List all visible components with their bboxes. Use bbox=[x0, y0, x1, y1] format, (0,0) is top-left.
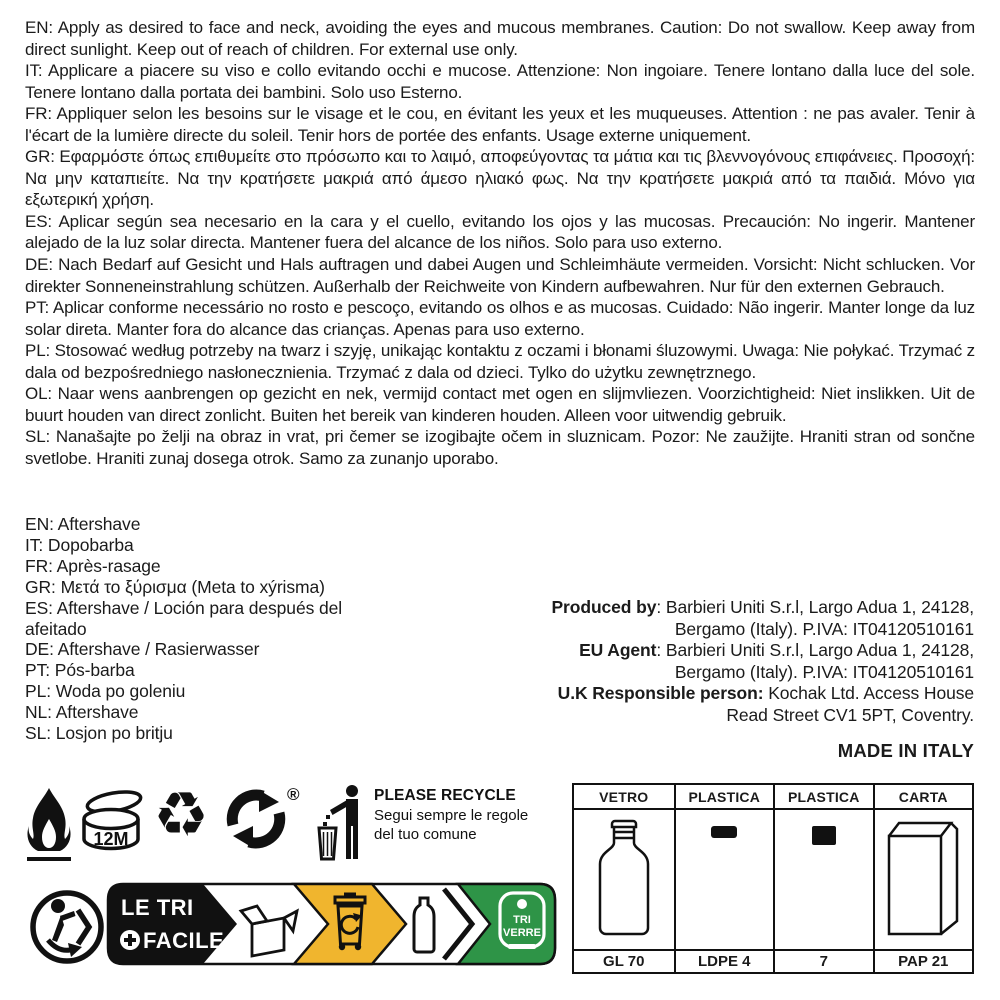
producer-value: Bergamo (Italy). P.IVA: IT04120510161 bbox=[674, 618, 974, 639]
producer-label: Produced by bbox=[551, 597, 657, 617]
name-gr: GR: Μετά το ξύρισμα (Meta to xýrisma) bbox=[25, 576, 325, 597]
please-recycle-title: PLEASE RECYCLE bbox=[374, 787, 516, 804]
name-pl: PL: Woda po goleniu bbox=[25, 681, 186, 702]
name-pt: PT: Pós-barba bbox=[25, 660, 135, 681]
table-code-7: 7 bbox=[773, 951, 873, 972]
please-recycle-line1: Segui sempre le regole bbox=[374, 807, 529, 824]
plastic-cap-icon bbox=[709, 824, 739, 840]
carton-box-icon bbox=[883, 818, 963, 940]
table-header-carta: CARTA bbox=[873, 785, 973, 810]
tidy-man-icon bbox=[317, 784, 369, 862]
directions-pt: PT: Aplicar conforme necessário no rosto e pescoço, evitando os olhos e as mucosas. Cuidado: Não ingerir. Manter longe da luz solar direta. Manter fora do alcance das crianças. Apenas para uso externo. bbox=[25, 298, 975, 339]
producer-line bbox=[494, 619, 974, 641]
name-es: ES: Aftershave / Loción para después del afeitado bbox=[25, 597, 343, 639]
table-cell-carton-box bbox=[873, 810, 973, 951]
producer-info bbox=[494, 597, 974, 727]
table-header-plastica-2: PLASTICA bbox=[773, 785, 873, 810]
name-en: EN: Aftershave bbox=[25, 514, 141, 534]
uk-person-label: U.K Responsible person: bbox=[557, 683, 764, 704]
table-cell-plastic-cap bbox=[674, 810, 774, 951]
triman-icon bbox=[28, 884, 106, 968]
le-tri-text: LE TRI bbox=[121, 895, 194, 920]
directions-de: DE: Nach Bedarf auf Gesicht und Hals auftragen und dabei Augen und Schleimhäute vermeiden. Vorsicht: Nicht schlucken. Vor direkter Sonneneinstrahlung schützen. Außerhalb der Reichweite von Kindern aufbewahren. Nur für den externen Gebrauch. bbox=[25, 255, 975, 296]
material-sorting-table bbox=[572, 783, 974, 974]
table-code-ldpe4: LDPE 4 bbox=[674, 951, 774, 972]
table-code-gl70: GL 70 bbox=[603, 953, 645, 970]
green-dot-icon bbox=[226, 789, 286, 849]
directions-it: IT: Applicare a piacere su viso e collo evitando occhi e mucose. Attenzione: Non ingoiare. Tenere lontano dalla luce del sole. Tenere lontano dalla portata dei bambini. Solo uso Esterno. bbox=[25, 61, 975, 102]
producer-line bbox=[494, 640, 974, 662]
verre-text: VERRE bbox=[503, 927, 541, 939]
producer-line bbox=[494, 683, 974, 705]
directions-gr: GR: Εφαρμόστε όπως επιθυμείτε στο πρόσωπο και το λαιμό, αποφεύγοντας τα μάτια και τις βλεννογόνους επιφάνειες. Προσοχή: Να μην καταπιείτε. Να την κρατήσετε μακριά από άμεσο ηλιακό φως. Να την κρατήσετε μακριά από τα παιδιά. Μόνο για εξωτερική χρήση. bbox=[25, 147, 975, 210]
directions-sl: SL: Nanašajte po želji na obraz in vrat, pri čemer se izogibajte očem in sluznicam. Pozor: Ne zaužijte. Hraniti stran od sončne svetlobe. Hraniti zunaj dosega otrok. Samo za zunanjo uporabo. bbox=[25, 427, 975, 468]
le-tri-facile-banner bbox=[106, 882, 558, 966]
registered-trademark-icon: ® bbox=[287, 785, 300, 804]
please-recycle-line2: del tuo comune bbox=[374, 826, 477, 843]
table-code-pap21: PAP 21 bbox=[873, 951, 973, 972]
name-sl: SL: Losjon po britju bbox=[25, 723, 173, 744]
eu-agent-value: : Barbieri Uniti S.r.l, Largo Adua 1, 24128, bbox=[656, 640, 974, 661]
tri-text: TRI bbox=[513, 914, 531, 926]
name-de: DE: Aftershave / Rasierwasser bbox=[25, 639, 260, 660]
flammable-icon bbox=[26, 787, 72, 863]
uk-person-value: Kochak Ltd. Access House bbox=[763, 683, 974, 704]
name-fr: FR: Après-rasage bbox=[25, 555, 161, 576]
table-cell-glass-bottle bbox=[574, 810, 674, 951]
name-nl: NL: Aftershave bbox=[25, 702, 139, 723]
producer-line bbox=[494, 597, 974, 619]
glass-bottle-icon bbox=[589, 818, 659, 940]
name-it: IT: Dopobarba bbox=[25, 534, 134, 555]
eu-agent-label: EU Agent bbox=[579, 640, 657, 661]
please-recycle-note bbox=[374, 786, 528, 844]
made-in-italy-text: MADE IN ITALY bbox=[837, 740, 974, 761]
producer-line bbox=[494, 662, 974, 684]
table-header-plastica-1: PLASTICA bbox=[674, 785, 774, 810]
period-after-opening-icon bbox=[77, 789, 145, 855]
uk-person-value: Read Street CV1 5PT, Coventry. bbox=[726, 704, 974, 725]
directions-en: EN: Apply as desired to face and neck, avoiding the eyes and mucous membranes. Caution: Do not swallow. Keep away from direct sunlight. Keep out of reach of children. For external use only. bbox=[25, 18, 975, 59]
pao-12m-label: 12M bbox=[93, 829, 129, 849]
directions-nl: OL: Naar wens aanbrengen op gezicht en nek, vermijd contact met ogen en slijmvliezen. Voorzichtigheid: Niet inslikken. Uit de buurt houden van direct zonlicht. Buiten het bereik van kinderen houden. Alleen voor uitwendig gebruik. bbox=[25, 384, 975, 425]
producer-value: : Barbieri Uniti S.r.l, Largo Adua 1, 24128, bbox=[656, 597, 974, 617]
mobius-recycling-icon: ♻ bbox=[153, 778, 209, 851]
plastic-part-icon bbox=[810, 824, 838, 847]
eu-agent-value: Bergamo (Italy). P.IVA: IT04120510161 bbox=[674, 661, 974, 682]
plastic-bottle-icon bbox=[414, 898, 434, 952]
table-cell-plastic-part bbox=[773, 810, 873, 951]
table-header-vetro: VETRO bbox=[574, 785, 674, 810]
product-name-list bbox=[25, 514, 371, 744]
directions-es: ES: Aplicar según sea necesario en la cara y el cuello, evitando los ojos y las mucosas. Precaución: No ingerir. Mantener alejado de la luz solar directa. Mantener fuera del alcance de los niños. Solo para uso externo. bbox=[25, 211, 975, 253]
directions-pl: PL: Stosować według potrzeby na twarz i szyję, unikając kontaktu z oczami i błonami śluzowymi. Uwaga: Nie połykać. Trzymać z dala od bezpośredniego nasłonecznienia. Trzymać z dala od dzieci. Tylko do użytku zewnętrznego. bbox=[25, 341, 975, 382]
directions-block bbox=[25, 17, 975, 469]
producer-line bbox=[494, 705, 974, 727]
facile-text: FACILE bbox=[143, 928, 225, 953]
directions-fr: FR: Appliquer selon les besoins sur le visage et le cou, en évitant les yeux et les muqueuses. Attention : ne pas avaler. Tenir à l'écart de la lumière directe du soleil. Tenir hors de portée des enfants. Usage externe uniquement. bbox=[25, 104, 975, 145]
